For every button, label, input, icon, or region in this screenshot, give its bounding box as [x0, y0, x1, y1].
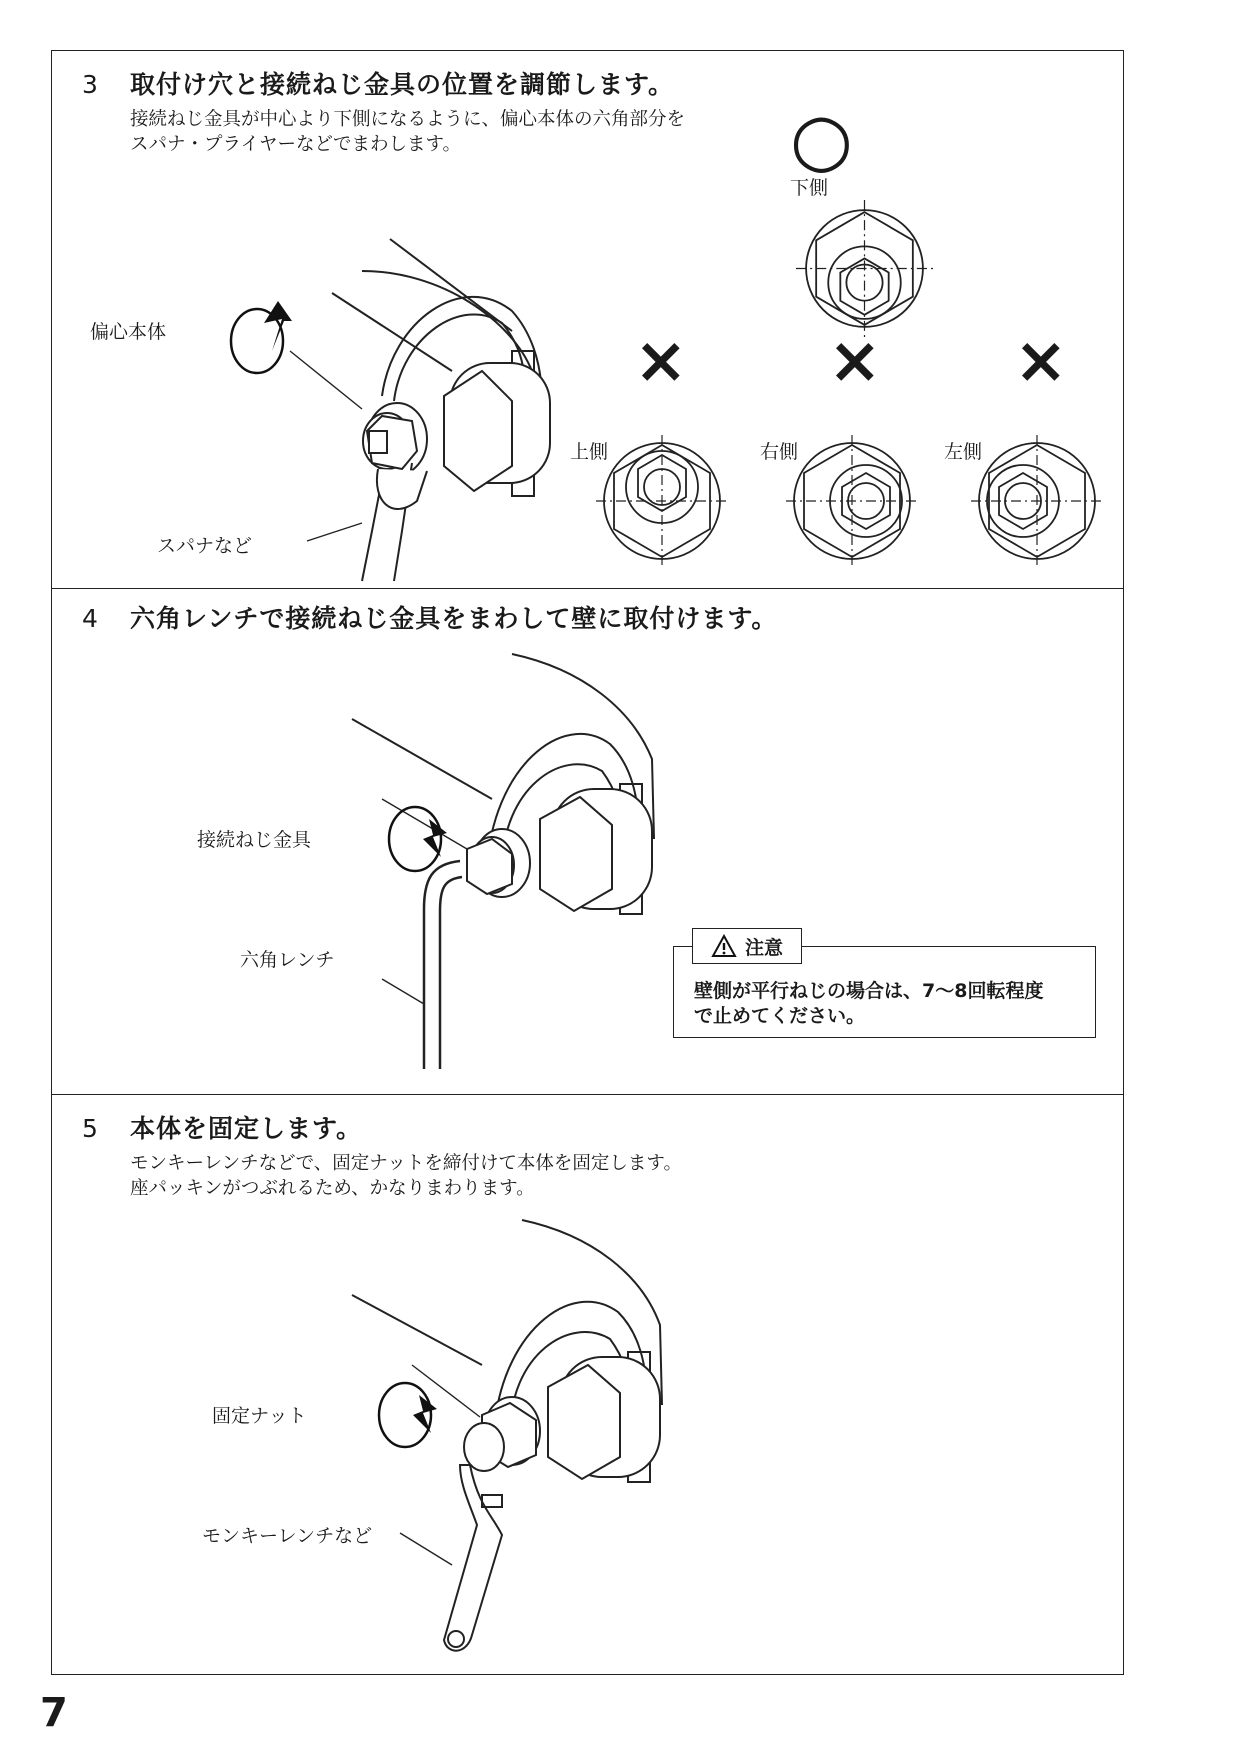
step-3-number: 3: [82, 70, 99, 99]
instruction-frame: [51, 50, 1124, 1675]
step-5-description: [130, 1151, 682, 1201]
monkey-wrench-label: モンキーレンチなど: [202, 1525, 373, 1547]
caution-box: [673, 936, 1096, 1038]
warning-triangle-icon: [711, 934, 737, 958]
correct-position-diagram: [792, 196, 937, 341]
step-5-title: [82, 1109, 362, 1145]
step-4-title: [82, 599, 777, 635]
caution-line-1: 壁側が平行ねじの場合は、7〜8回転程度: [694, 980, 1044, 1002]
caution-heading: 注意: [744, 936, 783, 959]
step-4-rotate-arrow: [377, 799, 457, 879]
step-4-heading: 六角レンチで接続ねじ金具をまわして壁に取付けます。: [130, 604, 778, 633]
wrong-mark-left: ×: [1014, 324, 1068, 398]
step-4-section: [52, 589, 1123, 1095]
right-position-diagram: [782, 431, 922, 571]
page-number: 7: [40, 1690, 68, 1736]
hex-wrench-label: 六角レンチ: [240, 949, 335, 971]
connector-label: 接続ねじ金具: [197, 829, 312, 851]
step-5-desc-line-1: モンキーレンチなどで、固定ナットを締付けて本体を固定します。: [130, 1153, 682, 1174]
left-position-diagram: [967, 431, 1107, 571]
right-position-label: 右側: [760, 441, 799, 463]
step-5-heading: 本体を固定します。: [130, 1114, 363, 1143]
step-3-description: [130, 107, 685, 157]
step-3-heading: 取付け穴と接続ねじ金具の位置を調節します。: [130, 70, 675, 99]
step-5-number: 5: [82, 1114, 99, 1143]
step-5-rotate-arrow: [367, 1375, 447, 1455]
step-3-desc-line-1: 接続ねじ金具が中心より下側になるように、偏心本体の六角部分を: [130, 109, 686, 130]
correct-position-label: 下側: [790, 177, 829, 199]
step-3-illustration: [212, 201, 592, 581]
wrong-mark-upper: ×: [634, 324, 688, 398]
step-5-section: [52, 1095, 1123, 1674]
lock-nut-label: 固定ナット: [212, 1405, 307, 1427]
caution-text: [694, 979, 1043, 1029]
correct-mark: ○: [790, 97, 853, 181]
step-3-title: [82, 65, 674, 101]
left-position-label: 左側: [944, 441, 983, 463]
upper-position-label: 上側: [570, 441, 609, 463]
caution-line-2: で止めてください。: [694, 1005, 866, 1027]
wrong-mark-right: ×: [828, 324, 882, 398]
upper-position-diagram: [592, 431, 732, 571]
step-5-desc-line-2: 座パッキンがつぶれるため、かなりまわります。: [130, 1178, 535, 1199]
step-4-number: 4: [82, 604, 99, 633]
eccentric-body-label: 偏心本体: [90, 321, 167, 343]
caution-header: [692, 928, 802, 964]
step-3-section: [52, 51, 1123, 589]
step-3-desc-line-2: スパナ・プライヤーなどでまわします。: [130, 134, 461, 155]
spanner-label: スパナなど: [157, 535, 253, 557]
